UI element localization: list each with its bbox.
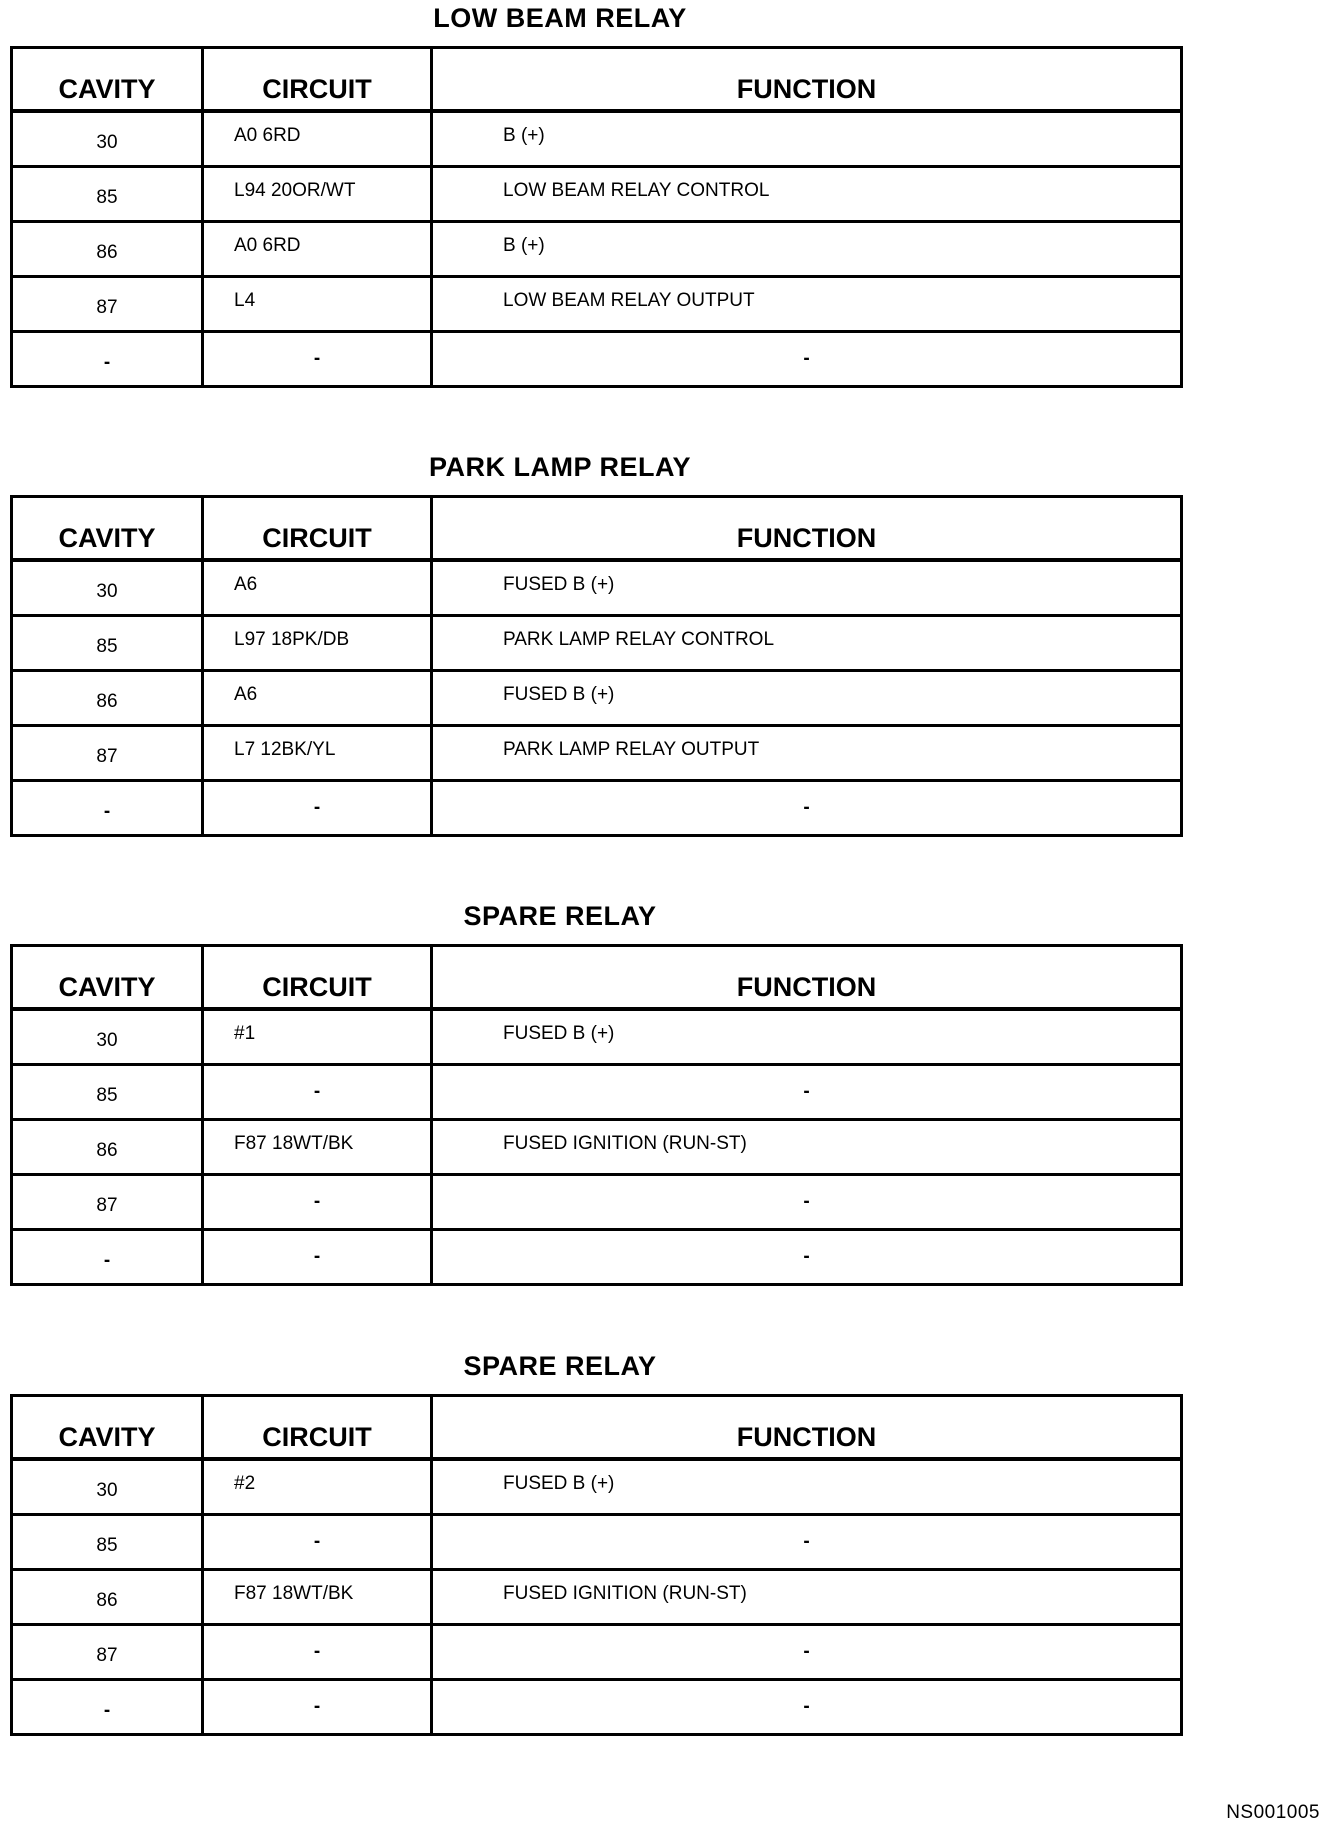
relay-table [10, 495, 1183, 837]
table-row [12, 616, 1182, 671]
circuit-cell: L7 12BK/YL [203, 726, 432, 781]
cavity-cell: 86 [12, 671, 203, 726]
circuit-cell: - [203, 1175, 432, 1230]
relay-table [10, 944, 1183, 1286]
circuit-cell: A6 [203, 560, 432, 616]
cavity-cell: 87 [12, 1175, 203, 1230]
relay-table [10, 1394, 1183, 1736]
function-cell: LOW BEAM RELAY CONTROL [432, 167, 1182, 222]
function-header: FUNCTION [432, 946, 1182, 1010]
table-row [12, 1459, 1182, 1515]
cavity-header: CAVITY [12, 48, 203, 112]
table-row [12, 1625, 1182, 1680]
cavity-cell: 85 [12, 1515, 203, 1570]
circuit-cell: - [203, 332, 432, 387]
function-cell: PARK LAMP RELAY CONTROL [432, 616, 1182, 671]
circuit-cell: - [203, 1680, 432, 1735]
cavity-cell: 30 [12, 1459, 203, 1515]
relay-title: PARK LAMP RELAY [428, 452, 692, 482]
table-row [12, 167, 1182, 222]
circuit-cell: A6 [203, 671, 432, 726]
table-row [12, 1120, 1182, 1175]
relay-title: SPARE RELAY [463, 901, 657, 931]
circuit-cell: - [203, 1515, 432, 1570]
table-row [12, 1065, 1182, 1120]
function-cell: - [432, 1175, 1182, 1230]
circuit-cell: - [203, 1230, 432, 1285]
cavity-header: CAVITY [12, 1396, 203, 1460]
function-cell: - [432, 1625, 1182, 1680]
circuit-cell: A0 6RD [203, 111, 432, 167]
circuit-cell: #2 [203, 1459, 432, 1515]
header-row [12, 1396, 1182, 1460]
circuit-cell: L94 20OR/WT [203, 167, 432, 222]
cavity-cell: 85 [12, 1065, 203, 1120]
cavity-cell: - [12, 1680, 203, 1735]
header-row [12, 946, 1182, 1010]
function-cell: LOW BEAM RELAY OUTPUT [432, 277, 1182, 332]
cavity-header: CAVITY [12, 497, 203, 561]
cavity-cell: - [12, 781, 203, 836]
circuit-cell: F87 18WT/BK [203, 1120, 432, 1175]
table-row [12, 1175, 1182, 1230]
function-cell: - [432, 1680, 1182, 1735]
function-header: FUNCTION [432, 1396, 1182, 1460]
circuit-cell: - [203, 1065, 432, 1120]
table-row [12, 1570, 1182, 1625]
circuit-cell: A0 6RD [203, 222, 432, 277]
table-row [12, 1515, 1182, 1570]
table-row [12, 277, 1182, 332]
function-cell: - [432, 781, 1182, 836]
cavity-cell: 86 [12, 222, 203, 277]
table-row [12, 111, 1182, 167]
function-cell: - [432, 1065, 1182, 1120]
circuit-cell: L97 18PK/DB [203, 616, 432, 671]
function-cell: FUSED B (+) [432, 671, 1182, 726]
function-cell: FUSED B (+) [432, 560, 1182, 616]
function-header: FUNCTION [432, 48, 1182, 112]
circuit-header: CIRCUIT [203, 497, 432, 561]
circuit-header: CIRCUIT [203, 48, 432, 112]
cavity-cell: 85 [12, 616, 203, 671]
cavity-cell: 87 [12, 1625, 203, 1680]
cavity-cell: 85 [12, 167, 203, 222]
function-cell: FUSED IGNITION (RUN-ST) [432, 1570, 1182, 1625]
circuit-header: CIRCUIT [203, 946, 432, 1010]
function-cell: FUSED IGNITION (RUN-ST) [432, 1120, 1182, 1175]
table-row [12, 560, 1182, 616]
cavity-cell: 30 [12, 1009, 203, 1065]
table-row [12, 222, 1182, 277]
cavity-cell: - [12, 332, 203, 387]
circuit-cell: #1 [203, 1009, 432, 1065]
table-row [12, 781, 1182, 836]
cavity-cell: 87 [12, 277, 203, 332]
header-row [12, 48, 1182, 112]
table-row [12, 726, 1182, 781]
function-cell: - [432, 332, 1182, 387]
circuit-cell: - [203, 1625, 432, 1680]
function-cell: PARK LAMP RELAY OUTPUT [432, 726, 1182, 781]
circuit-cell: - [203, 781, 432, 836]
function-cell: FUSED B (+) [432, 1459, 1182, 1515]
function-cell: - [432, 1515, 1182, 1570]
cavity-cell: - [12, 1230, 203, 1285]
circuit-cell: F87 18WT/BK [203, 1570, 432, 1625]
function-cell: B (+) [432, 222, 1182, 277]
table-row [12, 1680, 1182, 1735]
table-row [12, 671, 1182, 726]
function-cell: B (+) [432, 111, 1182, 167]
cavity-cell: 87 [12, 726, 203, 781]
relay-title: SPARE RELAY [463, 1351, 657, 1381]
function-header: FUNCTION [432, 497, 1182, 561]
function-cell: FUSED B (+) [432, 1009, 1182, 1065]
table-row [12, 332, 1182, 387]
circuit-header: CIRCUIT [203, 1396, 432, 1460]
header-row [12, 497, 1182, 561]
cavity-cell: 30 [12, 111, 203, 167]
cavity-cell: 86 [12, 1570, 203, 1625]
relay-table [10, 46, 1183, 388]
cavity-header: CAVITY [12, 946, 203, 1010]
relay-title: LOW BEAM RELAY [433, 3, 687, 33]
cavity-cell: 86 [12, 1120, 203, 1175]
figure-id: NS001005 [1226, 1802, 1320, 1823]
table-row [12, 1009, 1182, 1065]
table-row [12, 1230, 1182, 1285]
circuit-cell: L4 [203, 277, 432, 332]
cavity-cell: 30 [12, 560, 203, 616]
function-cell: - [432, 1230, 1182, 1285]
